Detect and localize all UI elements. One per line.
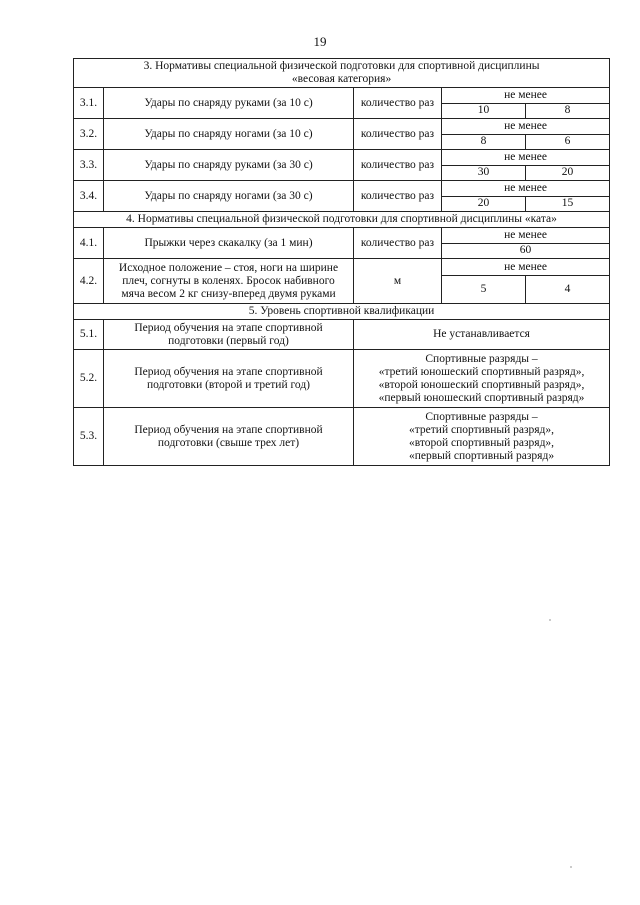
exercise-name: [104, 259, 354, 304]
table-row: [74, 119, 610, 150]
table-row: [74, 320, 610, 350]
row-number: 5.1.: [74, 320, 104, 350]
norm-values: [442, 228, 610, 259]
exercise-name: Удары по снаряду ногами (за 10 с): [104, 119, 354, 150]
section-3-title-line2: «весовая категория»: [291, 73, 392, 85]
result-line: «первый спортивный разряд»: [408, 449, 555, 462]
row-number: 3.3.: [74, 150, 104, 181]
result-line: Спортивные разряды –: [425, 352, 538, 365]
qualification-result: Не устанавливается: [354, 320, 610, 350]
section-3-header: [74, 59, 610, 88]
norm-value-1: 20: [477, 197, 490, 210]
row-number: 4.1.: [74, 228, 104, 259]
exercise-name: Удары по снаряду руками (за 30 с): [104, 150, 354, 181]
row-number: 3.4.: [74, 181, 104, 212]
table-row: [74, 150, 610, 181]
scan-speck: [570, 866, 572, 868]
exercise-name: Удары по снаряду ногами (за 30 с): [104, 181, 354, 212]
scan-speck: [549, 619, 551, 621]
exercise-line: мяча весом 2 кг снизу-вперед двумя руками: [121, 287, 336, 300]
norm-label: не менее: [442, 119, 609, 135]
exercise-name: Прыжки через скакалку (за 1 мин): [104, 228, 354, 259]
section-3-title-line1: 3. Нормативы специальной физической подготовки для спортивной дисциплины: [143, 60, 540, 72]
row-number: 4.2.: [74, 259, 104, 304]
norm-value-1: 10: [477, 104, 490, 117]
norm-values: [442, 88, 610, 119]
result-line: Спортивные разряды –: [425, 410, 538, 423]
row-number: 5.3.: [74, 408, 104, 466]
period-line: Период обучения на этапе спортивной: [134, 321, 323, 334]
norm-label: не менее: [442, 181, 609, 197]
period-description: [104, 350, 354, 408]
table-row: [74, 181, 610, 212]
standards-table: [73, 58, 610, 466]
row-number: 3.1.: [74, 88, 104, 119]
row-number: 3.2.: [74, 119, 104, 150]
period-description: [104, 320, 354, 350]
table-row: [74, 88, 610, 119]
result-line: «третий спортивный разряд»,: [409, 423, 555, 436]
norm-label: не менее: [442, 228, 609, 244]
table-row: [74, 228, 610, 259]
norm-values: [442, 150, 610, 181]
norm-value-2: 20: [525, 166, 609, 181]
norm-value-1: 5: [480, 283, 487, 295]
norm-value-2: 15: [525, 197, 609, 212]
norm-values: [442, 119, 610, 150]
row-number: 5.2.: [74, 350, 104, 408]
norm-value-2: 6: [525, 135, 609, 150]
section-4-header: [74, 212, 610, 228]
table-row: [74, 350, 610, 408]
unit: количество раз: [354, 228, 442, 259]
unit: м: [354, 259, 442, 304]
norm-label: не менее: [442, 88, 609, 104]
table-row: [74, 259, 610, 304]
section-5-title: 5. Уровень спортивной квалификации: [74, 304, 610, 320]
result-line: «первый юношеский спортивный разряд»: [378, 391, 585, 404]
page-number: 19: [313, 34, 327, 49]
norm-values: [442, 181, 610, 212]
result-line: «второй спортивный разряд»,: [408, 436, 555, 449]
section-4-title: 4. Нормативы специальной физической подготовки для спортивной дисциплины «ката»: [74, 212, 610, 228]
table-row: [74, 408, 610, 466]
period-line: подготовки (первый год): [168, 334, 289, 347]
period-line: Период обучения на этапе спортивной: [134, 365, 323, 378]
exercise-line: плеч, согнуты в коленях. Бросок набивного: [122, 274, 335, 287]
unit: количество раз: [354, 119, 442, 150]
qualification-result: [354, 408, 610, 466]
result-line: «второй юношеский спортивный разряд»,: [378, 378, 585, 391]
exercise-line: Исходное положение – стоя, ноги на ширине: [118, 261, 339, 274]
norm-value: 60: [519, 244, 532, 257]
norm-label: не менее: [442, 259, 609, 276]
norm-value-2: 4: [525, 276, 609, 303]
period-description: [104, 408, 354, 466]
unit: количество раз: [354, 150, 442, 181]
section-5-header: [74, 304, 610, 320]
norm-values: [442, 259, 610, 304]
norm-value-1: 30: [477, 166, 490, 179]
norm-value-2: 8: [525, 104, 609, 119]
unit: количество раз: [354, 88, 442, 119]
period-line: подготовки (второй и третий год): [146, 378, 311, 391]
norm-value-1: 8: [480, 135, 487, 148]
norm-label: не менее: [442, 150, 609, 166]
period-line: Период обучения на этапе спортивной: [134, 423, 323, 436]
unit: количество раз: [354, 181, 442, 212]
period-line: подготовки (свыше трех лет): [157, 436, 300, 449]
qualification-result: [354, 350, 610, 408]
exercise-name: Удары по снаряду руками (за 10 с): [104, 88, 354, 119]
result-line: «третий юношеский спортивный разряд»,: [378, 365, 585, 378]
